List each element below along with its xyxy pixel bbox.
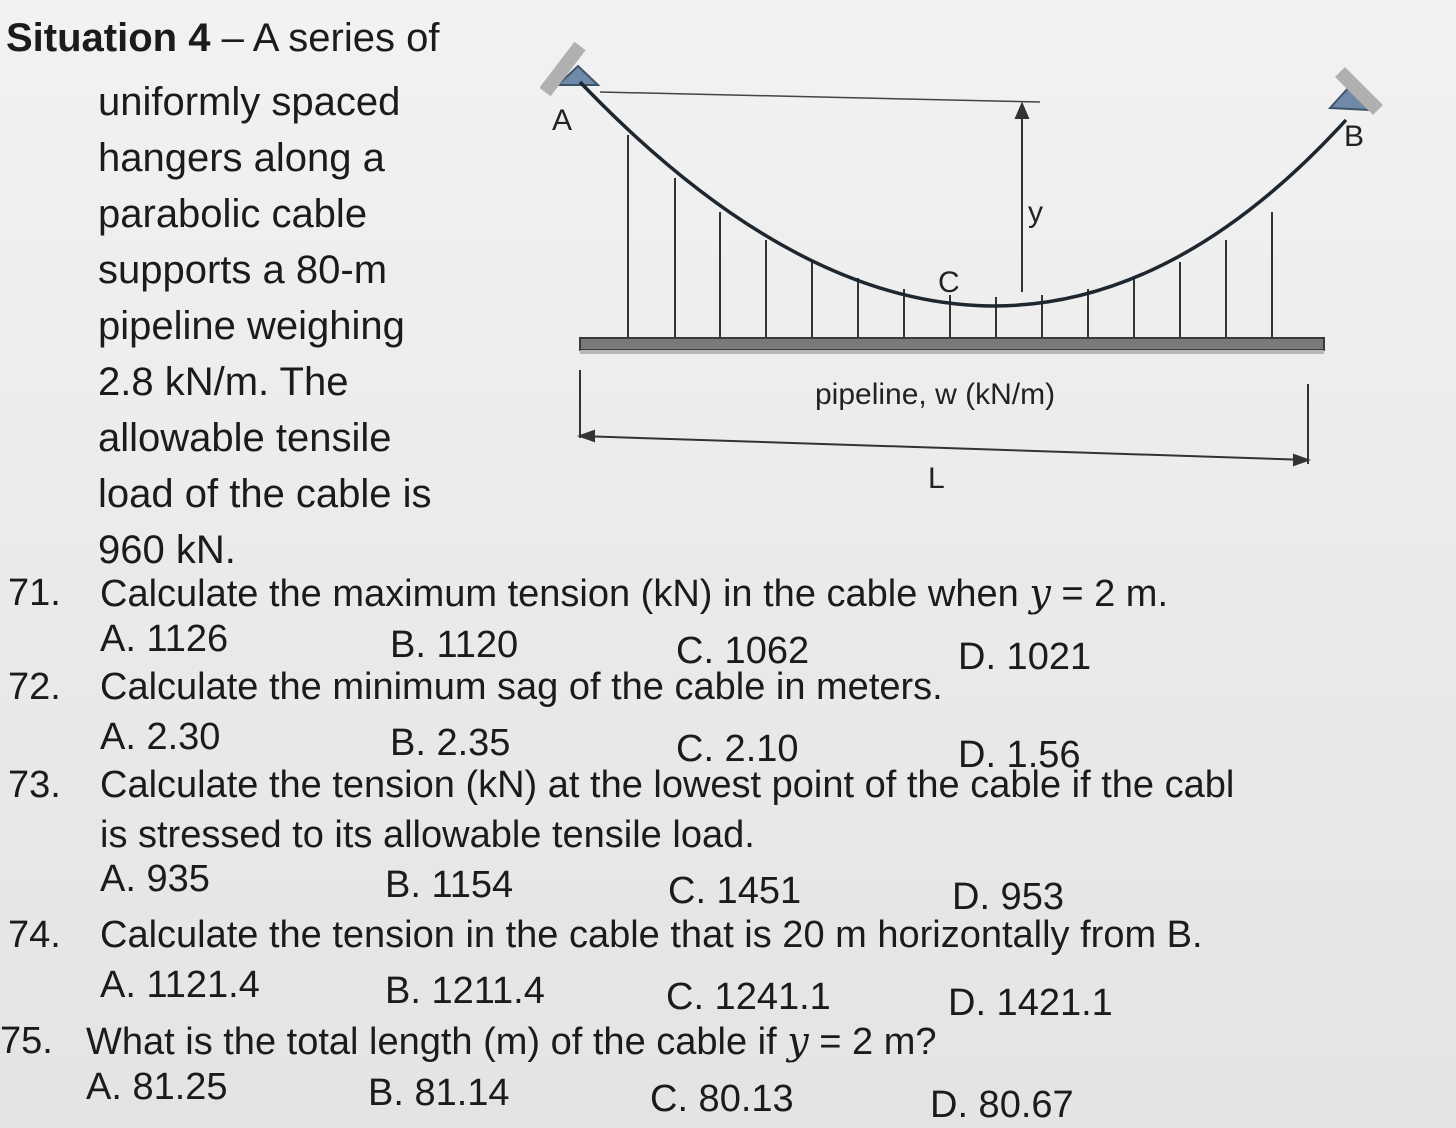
option-b: B. 1120 [390,624,519,666]
situation-line: parabolic cable [98,192,368,236]
question-number: 75. [0,1020,53,1062]
support-b-icon [1330,72,1378,110]
option-d: D. 1021 [958,636,1092,678]
cable-diagram [540,40,1400,500]
option-d: D. 1.56 [958,734,1081,776]
math-variable: y [787,1019,809,1063]
situation-line: hangers along a [98,136,385,180]
option-c: C. 1062 [676,630,810,672]
question-text: Calculate the tension in the cable that is 20 m horizontally from B. [100,914,1203,956]
pipeline [580,338,1324,350]
question-text [100,570,1168,617]
question-number: 73. [8,764,61,806]
option-d: D. 953 [952,876,1064,918]
situation-line: pipeline weighing [98,304,405,348]
parabolic-cable [580,82,1346,306]
situation-line: allowable tensile [98,416,392,460]
option-a: A. 1121.4 [100,964,260,1006]
question-text-tail: = 2 m? [808,1021,937,1063]
option-a: A. 81.25 [86,1066,228,1108]
situation-line: uniformly spaced [98,80,401,124]
sag-dimension [1016,104,1028,292]
option-c: C. 2.10 [676,728,799,770]
label-pipeline: pipeline, w (kN/m) [815,378,1056,411]
question-text: Calculate the tension (kN) at the lowest point of the cable if the cabl [100,764,1235,806]
question-text: Calculate the minimum sag of the cable in meters. [100,666,943,708]
option-c: C. 80.13 [650,1078,794,1120]
option-b: B. 1154 [385,864,514,906]
option-c: C. 1451 [668,870,802,912]
situation-title-rest: – A series of [210,16,440,60]
question-text-line-2: is stressed to its allowable tensile load. [100,814,755,856]
option-c: C. 1241.1 [666,976,831,1018]
support-a-icon [545,46,598,92]
question-text-main: Calculate the maximum tension (kN) in the cable when [100,573,1019,615]
math-variable: y [1029,571,1051,615]
label-c: C [938,266,960,299]
hangers [628,135,1272,340]
label-a: A [552,104,573,137]
label-y: y [1028,196,1043,229]
option-a: A. 935 [100,858,210,900]
situation-line: 960 kN. [98,528,236,572]
question-text [86,1018,937,1065]
label-l: L [928,462,945,495]
question-number: 72. [8,666,61,708]
situation-line: supports a 80-m [98,248,388,292]
situation-heading [6,14,439,62]
situation-title: Situation 4 [6,16,211,60]
option-b: B. 1211.4 [385,970,545,1012]
option-a: A. 2.30 [100,716,221,758]
option-d: D. 80.67 [930,1084,1074,1126]
question-text-tail: = 2 m. [1050,573,1169,615]
situation-line: load of the cable is [98,472,432,516]
option-d: D. 1421.1 [948,982,1113,1024]
question-number: 71. [8,572,61,614]
option-a: A. 1126 [100,618,229,660]
situation-line: 2.8 kN/m. The [98,360,349,404]
label-b: B [1344,120,1365,153]
option-b: B. 81.14 [368,1072,510,1114]
reference-line [600,92,1040,102]
option-b: B. 2.35 [390,722,511,764]
question-number: 74. [8,914,61,956]
situation-description [98,74,432,578]
question-text-main: What is the total length (m) of the cable if [86,1021,777,1063]
